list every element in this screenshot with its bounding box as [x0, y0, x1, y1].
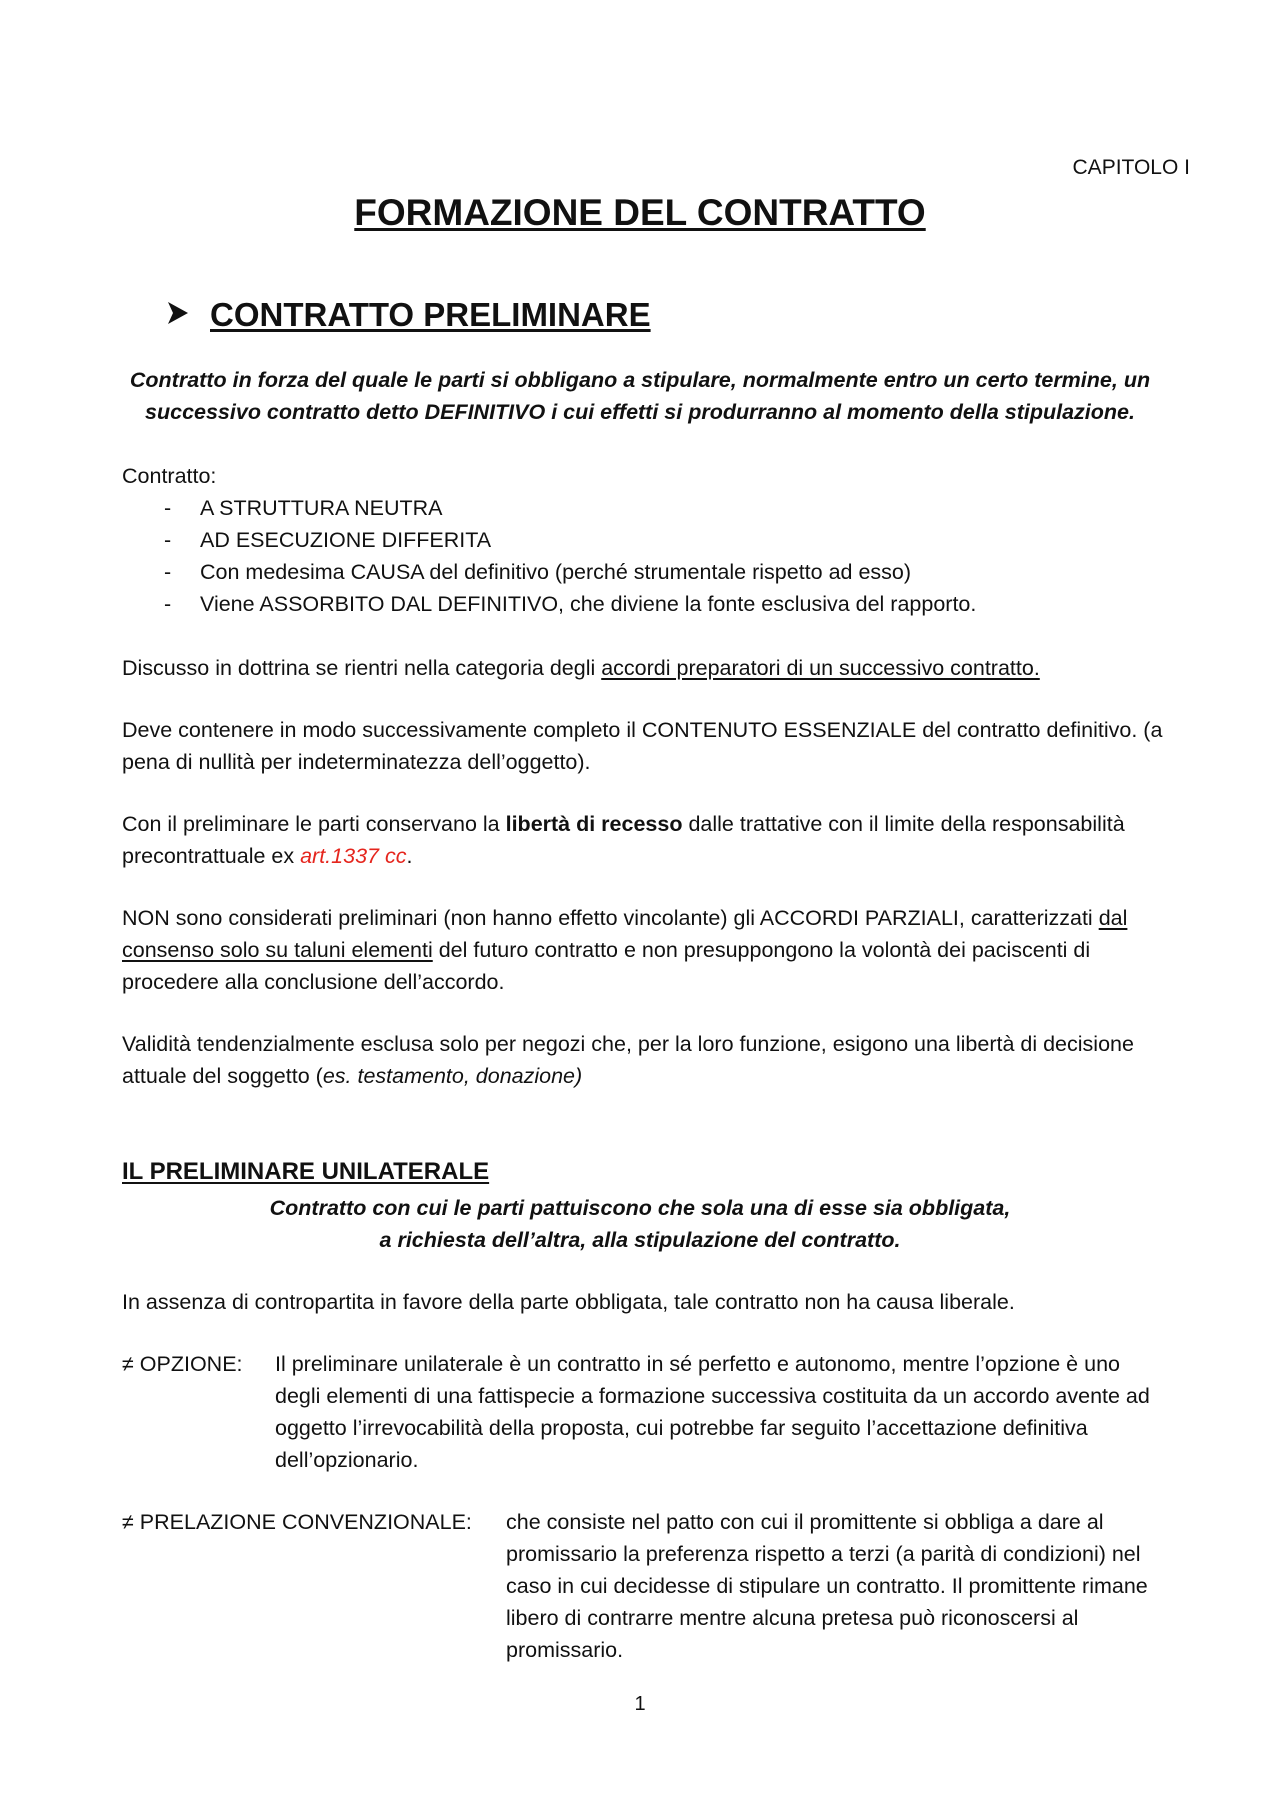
chapter-label: CAPITOLO I [1072, 156, 1190, 179]
document-title-text: FORMAZIONE DEL CONTRATTO [354, 192, 926, 233]
list-item: - Con medesima CAUSA del definitivo (perché strumentale rispetto ad esso) [160, 556, 976, 588]
page-number: 1 [634, 1693, 646, 1715]
term-description: Il preliminare unilaterale è un contratto in sé perfetto e autonomo, mentre l’opzione è uno degli elementi di una fattispecie a formazione successiva costituita da un accordo avente ad oggetto l’irrevocabilità della proposta, cui potrebbe far seguito l’accettazione definitiva dell’opzionario. [275, 1352, 1150, 1472]
underlined-phrase: dal consenso solo su taluni elementi [122, 906, 1128, 962]
list-item: - AD ESECUZIONE DIFFERITA [160, 524, 976, 556]
section-heading-text: CONTRATTO PRELIMINARE [210, 296, 651, 333]
preliminare-definition: Contratto in forza del quale le parti si obbligano a stipulare, normalmente entro un certo termine, un successivo contratto detto DEFINITIVO i cui effetti si produrranno al momento della stipulazione. [129, 368, 1151, 424]
list-item: - Viene ASSORBITO DAL DEFINITIVO, che diviene la fonte esclusiva del rapporto. [160, 588, 976, 620]
paragraph-text: Discusso in dottrina se rientri nella categoria degli [122, 656, 602, 680]
contratto-characteristics-list [160, 492, 976, 620]
definition-line: Contratto con cui le parti pattuiscono che sola una di esse sia obbligata, [269, 1196, 1011, 1220]
unilaterale-heading: IL PRELIMINARE UNILATERALE [122, 1158, 490, 1185]
paragraph-text: dalle trattative con il limite della responsabilità precontrattuale ex [122, 812, 1125, 868]
term-description: che consiste nel patto con cui il promittente si obbliga a dare al promissario la preferenza rispetto a terzi (a parità di condizioni) nel caso in cui decidesse di stipulare un contratto. Il promittente rimane libero di contrarre mentre alcuna pretesa può riconoscersi al promissario. [506, 1510, 1148, 1662]
paragraph-text: Validità tendenzialmente esclusa solo per negozi che, per la loro funzione, esigono una libertà di decisione attuale del soggetto ( [122, 1032, 1134, 1088]
bold-phrase: libertà di recesso [505, 812, 683, 836]
paragraph-recesso [122, 808, 1182, 872]
list-item: - A STRUTTURA NEUTRA [160, 492, 976, 524]
contratto-intro: Contratto: [122, 464, 217, 488]
paragraph-deve: Deve contenere in modo successivamente completo il CONTENUTO ESSENZIALE del contratto definitivo. (a pena di nullità per indeterminatezza dell’oggetto). [122, 718, 1163, 774]
paragraph-assenza: In assenza di contropartita in favore della parte obbligata, tale contratto non ha causa liberale. [122, 1290, 1015, 1314]
document-title [0, 188, 1280, 238]
section-heading [166, 292, 651, 338]
unilaterale-definition [160, 1192, 1120, 1256]
paragraph-accordi-parziali [122, 902, 1182, 998]
definition-line: a richiesta dell’altra, alla stipulazione del contratto. [379, 1228, 901, 1252]
paragraph-text: Con il preliminare le parti conservano la [122, 812, 506, 836]
arrow-bullet-icon [166, 292, 196, 338]
paragraph-text: del futuro contratto e non presuppongono la volontà dei paciscenti di procedere alla conclusione dell’accordo. [122, 938, 1091, 994]
underlined-phrase: accordi preparatori di un successivo contratto. [601, 656, 1040, 680]
paragraph-text: NON sono considerati preliminari (non hanno effetto vincolante) gli ACCORDI PARZIALI, caratterizzati [122, 906, 1099, 930]
italic-examples: es. testamento, donazione) [322, 1064, 583, 1088]
article-reference: art.1337 cc [300, 844, 407, 868]
paragraph-discusso [122, 652, 1182, 684]
paragraph-validita [122, 1028, 1182, 1092]
paragraph-text: . [406, 844, 413, 868]
term-label: ≠ OPZIONE: [122, 1352, 243, 1376]
term-label: ≠ PRELAZIONE CONVENZIONALE: [122, 1510, 472, 1534]
